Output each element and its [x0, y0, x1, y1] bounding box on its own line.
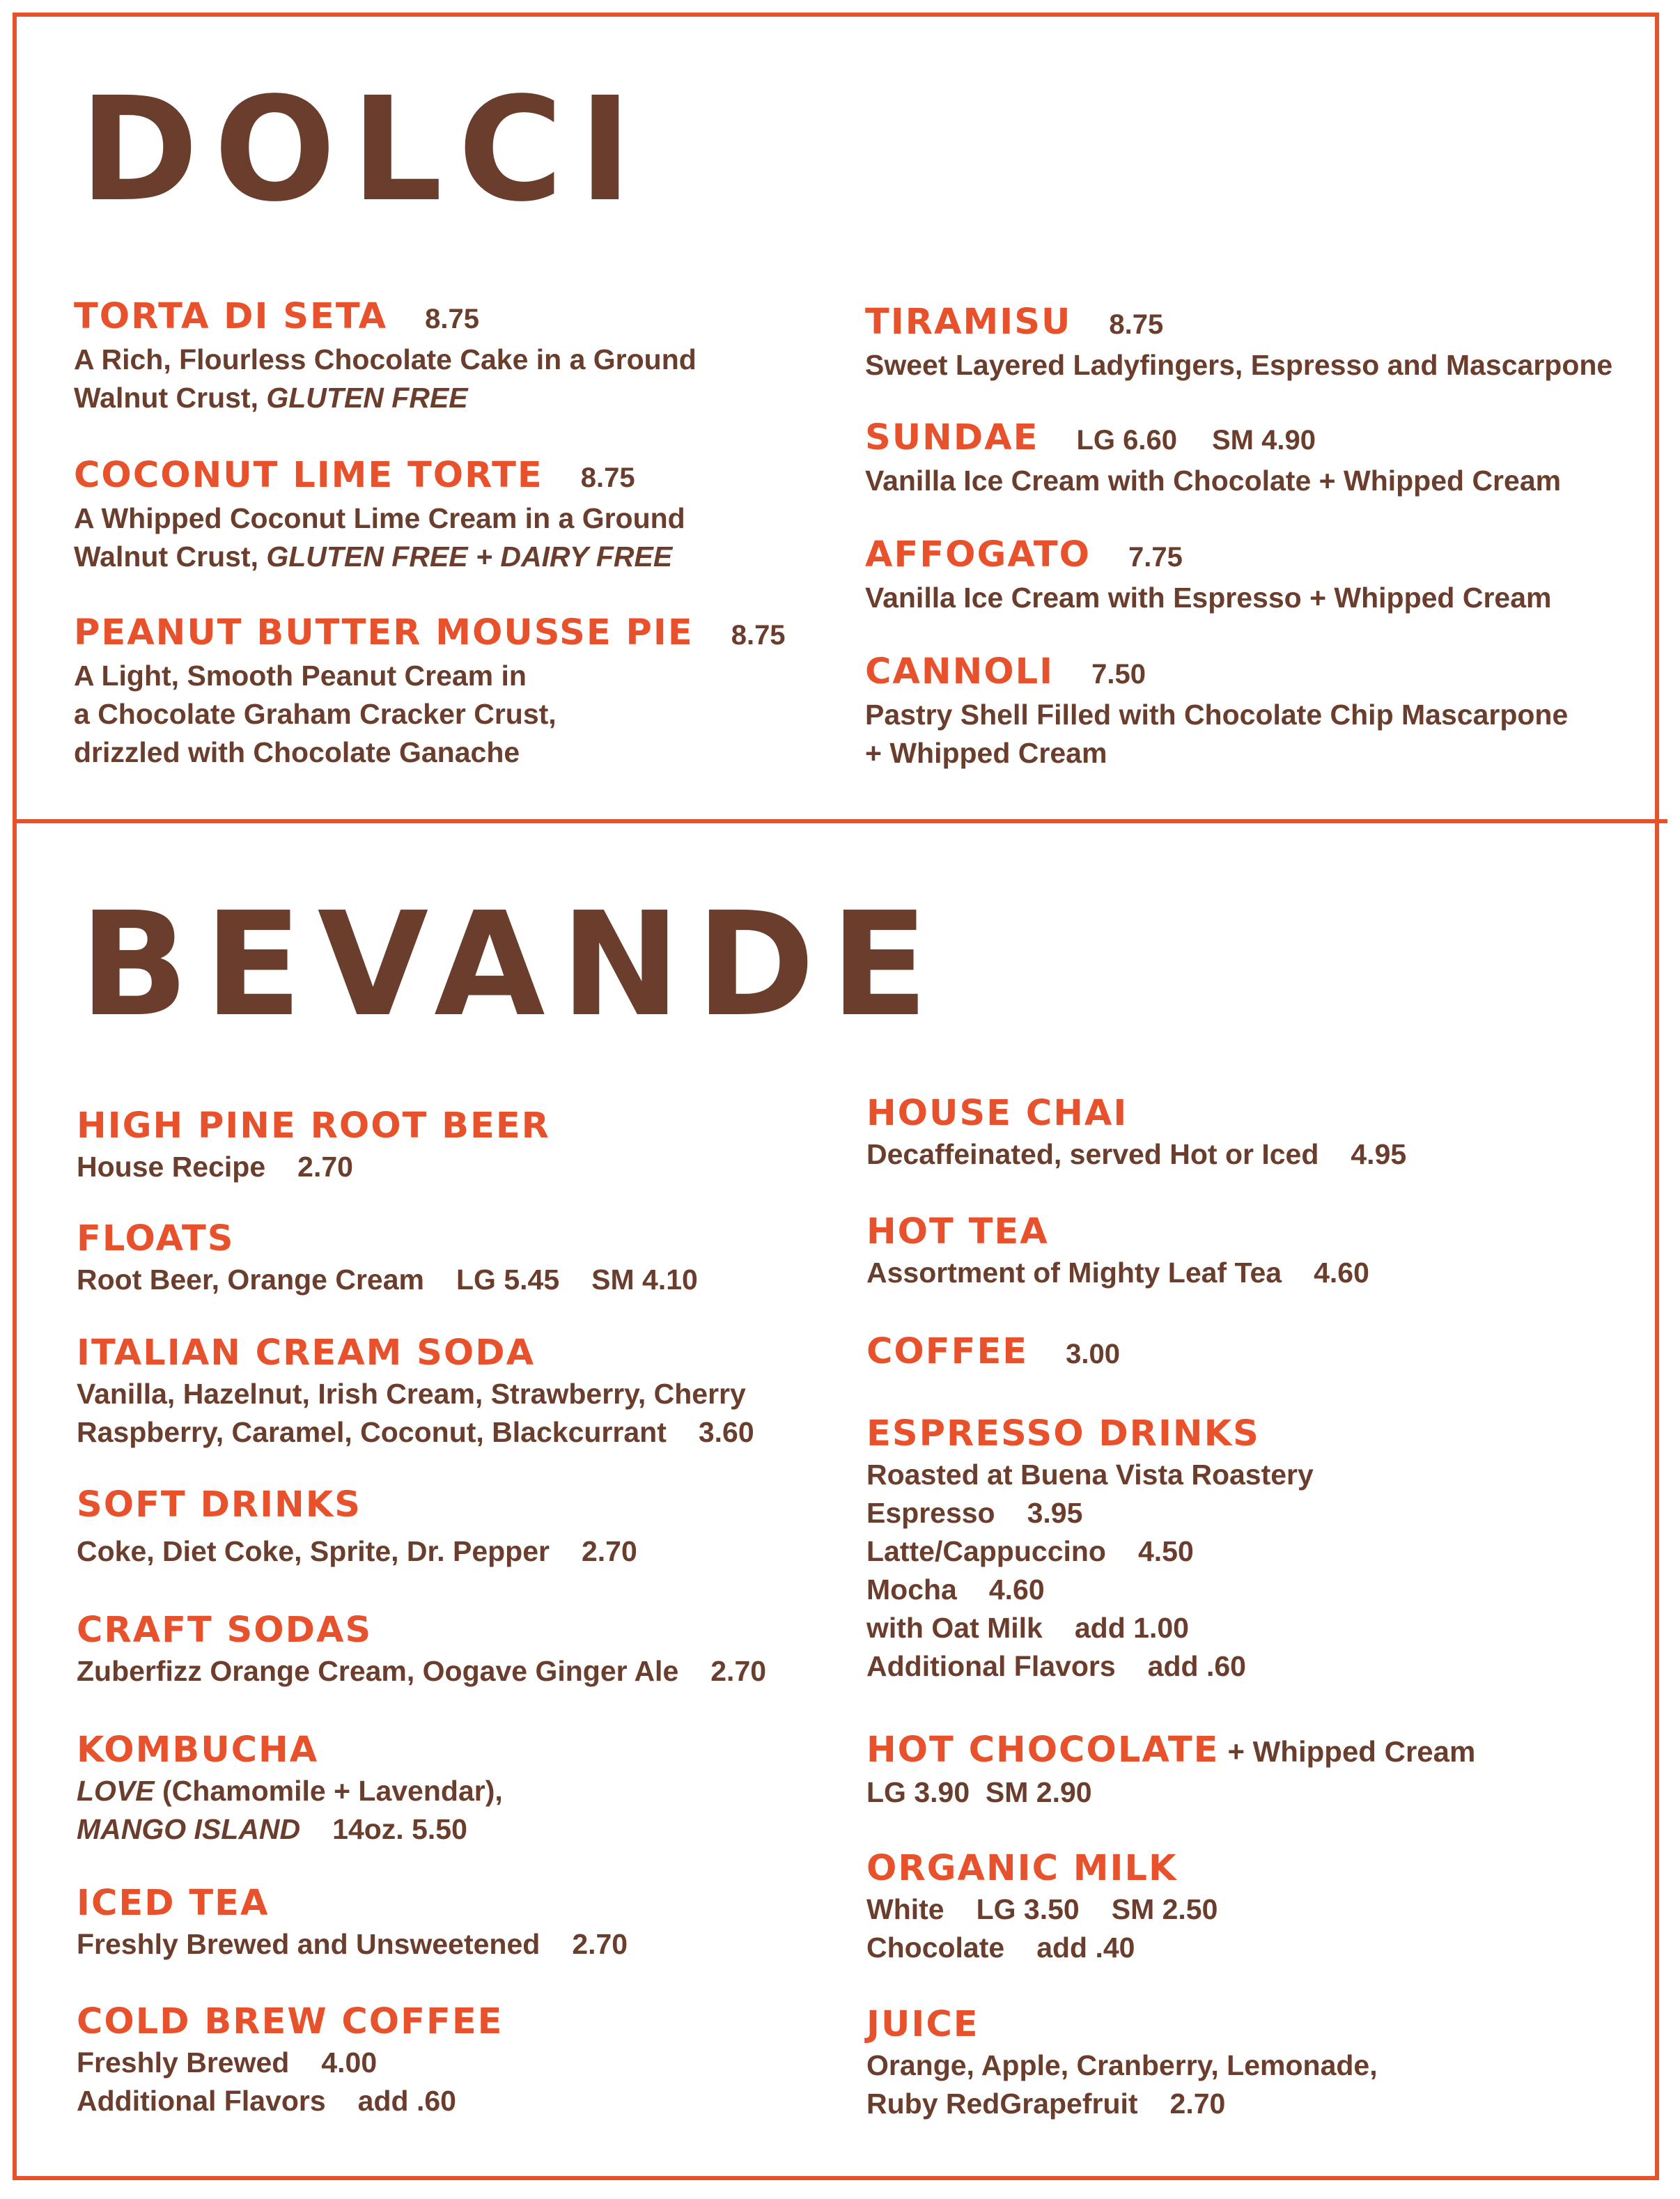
- item-name: SUNDAE: [865, 417, 1039, 458]
- item-description: A Whipped Coconut Lime Cream in a Ground: [74, 502, 685, 534]
- item-price: 14oz. 5.50: [332, 1813, 467, 1845]
- flavor-name: LOVE: [77, 1775, 155, 1807]
- menu-item-craft-sodas: [77, 1609, 899, 1691]
- option-price: 4.00: [321, 2046, 378, 2078]
- menu-item-hot-chocolate: [866, 1729, 1680, 1812]
- item-name: TORTA DI SETA: [74, 296, 388, 337]
- item-name: CRAFT SODAS: [77, 1610, 373, 1651]
- item-name: PEANUT BUTTER MOUSSE PIE: [74, 612, 694, 653]
- item-name: FLOATS: [77, 1218, 235, 1259]
- menu-item-sundae: [865, 417, 1680, 500]
- item-name: HOT TEA: [866, 1211, 1049, 1252]
- option-price: add 1.00: [1074, 1612, 1189, 1644]
- item-description: Assortment of Mighty Leaf Tea: [866, 1257, 1282, 1289]
- flavor-name: MANGO ISLAND: [77, 1813, 301, 1845]
- item-description: Vanilla Ice Cream with Chocolate + Whipped Cream: [865, 465, 1562, 497]
- option-price: 4.50: [1137, 1535, 1194, 1567]
- option-price-large: LG 3.50: [976, 1893, 1080, 1925]
- menu-item-high-pine-root-beer: [77, 1105, 899, 1186]
- item-name: ESPRESSO DRINKS: [866, 1413, 1260, 1454]
- item-description: Ruby RedGrapefruit: [866, 2088, 1138, 2120]
- item-price: 8.75: [1109, 309, 1164, 340]
- item-name: ICED TEA: [77, 1883, 270, 1924]
- item-description: a Chocolate Graham Cracker Crust,: [74, 698, 557, 730]
- item-name: KOMBUCHA: [77, 1730, 319, 1771]
- menu-item-coconut-lime-torte: [74, 454, 896, 576]
- option-price: add .60: [1147, 1650, 1246, 1682]
- option-label: Mocha: [866, 1574, 957, 1606]
- item-description: Walnut Crust,: [74, 541, 267, 573]
- option-price: add .60: [357, 2085, 456, 2117]
- dietary-note: GLUTEN FREE: [266, 382, 468, 414]
- menu-item-tiramisu: [865, 301, 1680, 384]
- item-name: ORGANIC MILK: [866, 1848, 1178, 1889]
- item-description: Pastry Shell Filled with Chocolate Chip Mascarpone: [865, 699, 1569, 731]
- item-name: COCONUT LIME TORTE: [74, 455, 543, 496]
- item-description: Roasted at Buena Vista Roastery: [866, 1459, 1314, 1491]
- menu-item-hot-tea: [866, 1211, 1680, 1292]
- dolci-title: DOLCI: [79, 66, 648, 233]
- option-price: 4.60: [988, 1574, 1045, 1606]
- option-label: Freshly Brewed: [77, 2046, 290, 2078]
- item-description: Vanilla, Hazelnut, Irish Cream, Strawberry, Cherry: [77, 1378, 746, 1410]
- item-description: A Light, Smooth Peanut Cream in: [74, 660, 527, 692]
- option-price: 3.95: [1027, 1497, 1083, 1529]
- dietary-note: GLUTEN FREE + DAIRY FREE: [266, 541, 673, 573]
- option-price: add .40: [1036, 1932, 1135, 1964]
- item-description: Orange, Apple, Cranberry, Lemonade,: [866, 2049, 1378, 2081]
- item-price: 7.50: [1091, 659, 1146, 690]
- item-price-small: SM 4.10: [591, 1264, 698, 1296]
- menu-item-floats: [77, 1218, 899, 1299]
- item-description: Walnut Crust,: [74, 382, 267, 414]
- option-price-small: SM 2.50: [1111, 1893, 1218, 1925]
- menu-item-kombucha: [77, 1729, 899, 1849]
- menu-item-torta-di-seta: [74, 295, 896, 417]
- item-name: ITALIAN CREAM SODA: [77, 1332, 536, 1374]
- item-price-large: LG 6.60: [1076, 425, 1177, 456]
- item-description: Coke, Diet Coke, Sprite, Dr. Pepper: [77, 1535, 550, 1567]
- option-label: White: [866, 1893, 944, 1925]
- item-description: Vanilla Ice Cream with Espresso + Whipped Cream: [865, 582, 1552, 614]
- item-description: Raspberry, Caramel, Coconut, Blackcurrant: [77, 1416, 667, 1448]
- menu-item-cold-brew-coffee: [77, 2000, 899, 2120]
- item-description: (Chamomile + Lavendar),: [154, 1775, 503, 1807]
- menu-item-italian-cream-soda: [77, 1332, 899, 1452]
- item-price-small: SM 4.90: [1211, 425, 1316, 456]
- item-description: drizzled with Chocolate Ganache: [74, 736, 520, 768]
- item-price: 7.75: [1128, 542, 1183, 573]
- menu-item-cannoli: [865, 651, 1680, 772]
- item-price: 2.70: [297, 1151, 353, 1183]
- item-name: CANNOLI: [865, 651, 1055, 692]
- menu-item-coffee: [866, 1330, 1680, 1376]
- option-label: Chocolate: [866, 1932, 1005, 1964]
- bevande-title: BEVANDE: [79, 881, 944, 1048]
- menu-item-organic-milk: [866, 1847, 1680, 1967]
- item-price: 2.70: [581, 1535, 637, 1567]
- menu-item-soft-drinks: [77, 1484, 899, 1571]
- option-label: Additional Flavors: [866, 1650, 1116, 1682]
- section-divider: [13, 819, 1667, 823]
- item-name: HOUSE CHAI: [866, 1093, 1128, 1134]
- item-description: Sweet Layered Ladyfingers, Espresso and Mascarpone: [865, 349, 1613, 381]
- item-price: 2.70: [1169, 2088, 1226, 2120]
- item-name: TIRAMISU: [865, 302, 1072, 343]
- item-description: Decaffeinated, served Hot or Iced: [866, 1138, 1319, 1170]
- item-description: Zuberfizz Orange Cream, Oogave Ginger Ale: [77, 1655, 679, 1687]
- option-label: Latte/Cappuccino: [866, 1535, 1106, 1567]
- menu-item-juice: [866, 2003, 1680, 2123]
- item-name: SOFT DRINKS: [77, 1484, 361, 1525]
- item-description: + Whipped Cream: [865, 737, 1107, 769]
- item-name: HOT CHOCOLATE: [866, 1730, 1220, 1771]
- item-name: HIGH PINE ROOT BEER: [77, 1105, 550, 1147]
- item-description: House Recipe: [77, 1151, 266, 1183]
- item-description: Freshly Brewed and Unsweetened: [77, 1928, 540, 1960]
- option-label: Espresso: [866, 1497, 995, 1529]
- option-label: Additional Flavors: [77, 2085, 326, 2117]
- item-name: JUICE: [866, 2004, 979, 2045]
- item-price: 2.70: [710, 1655, 767, 1687]
- item-description: A Rich, Flourless Chocolate Cake in a Ground: [74, 343, 697, 375]
- item-price: 8.75: [580, 463, 635, 493]
- item-price: 8.75: [731, 620, 786, 651]
- item-description: Root Beer, Orange Cream: [77, 1264, 424, 1296]
- item-name: COFFEE: [866, 1331, 1029, 1372]
- menu-item-peanut-butter-mousse-pie: [74, 612, 896, 772]
- item-name: AFFOGATO: [865, 534, 1091, 575]
- item-price: 2.70: [572, 1928, 628, 1960]
- menu-item-house-chai: [866, 1092, 1680, 1174]
- item-name: COLD BREW COFFEE: [77, 2001, 504, 2042]
- item-price: 3.00: [1066, 1339, 1120, 1369]
- item-price-large: LG 5.45: [456, 1264, 560, 1296]
- menu-item-espresso-drinks: [866, 1413, 1680, 1686]
- item-price: 4.60: [1314, 1257, 1369, 1289]
- menu-item-iced-tea: [77, 1882, 899, 1964]
- option-label: with Oat Milk: [866, 1612, 1043, 1644]
- item-price: 3.60: [698, 1416, 754, 1448]
- item-price: LG 3.90 SM 2.90: [866, 1776, 1092, 1808]
- item-addon: + Whipped Cream: [1227, 1735, 1476, 1768]
- item-price: 8.75: [425, 304, 479, 334]
- menu-item-affogato: [865, 534, 1680, 617]
- item-price: 4.95: [1351, 1138, 1407, 1170]
